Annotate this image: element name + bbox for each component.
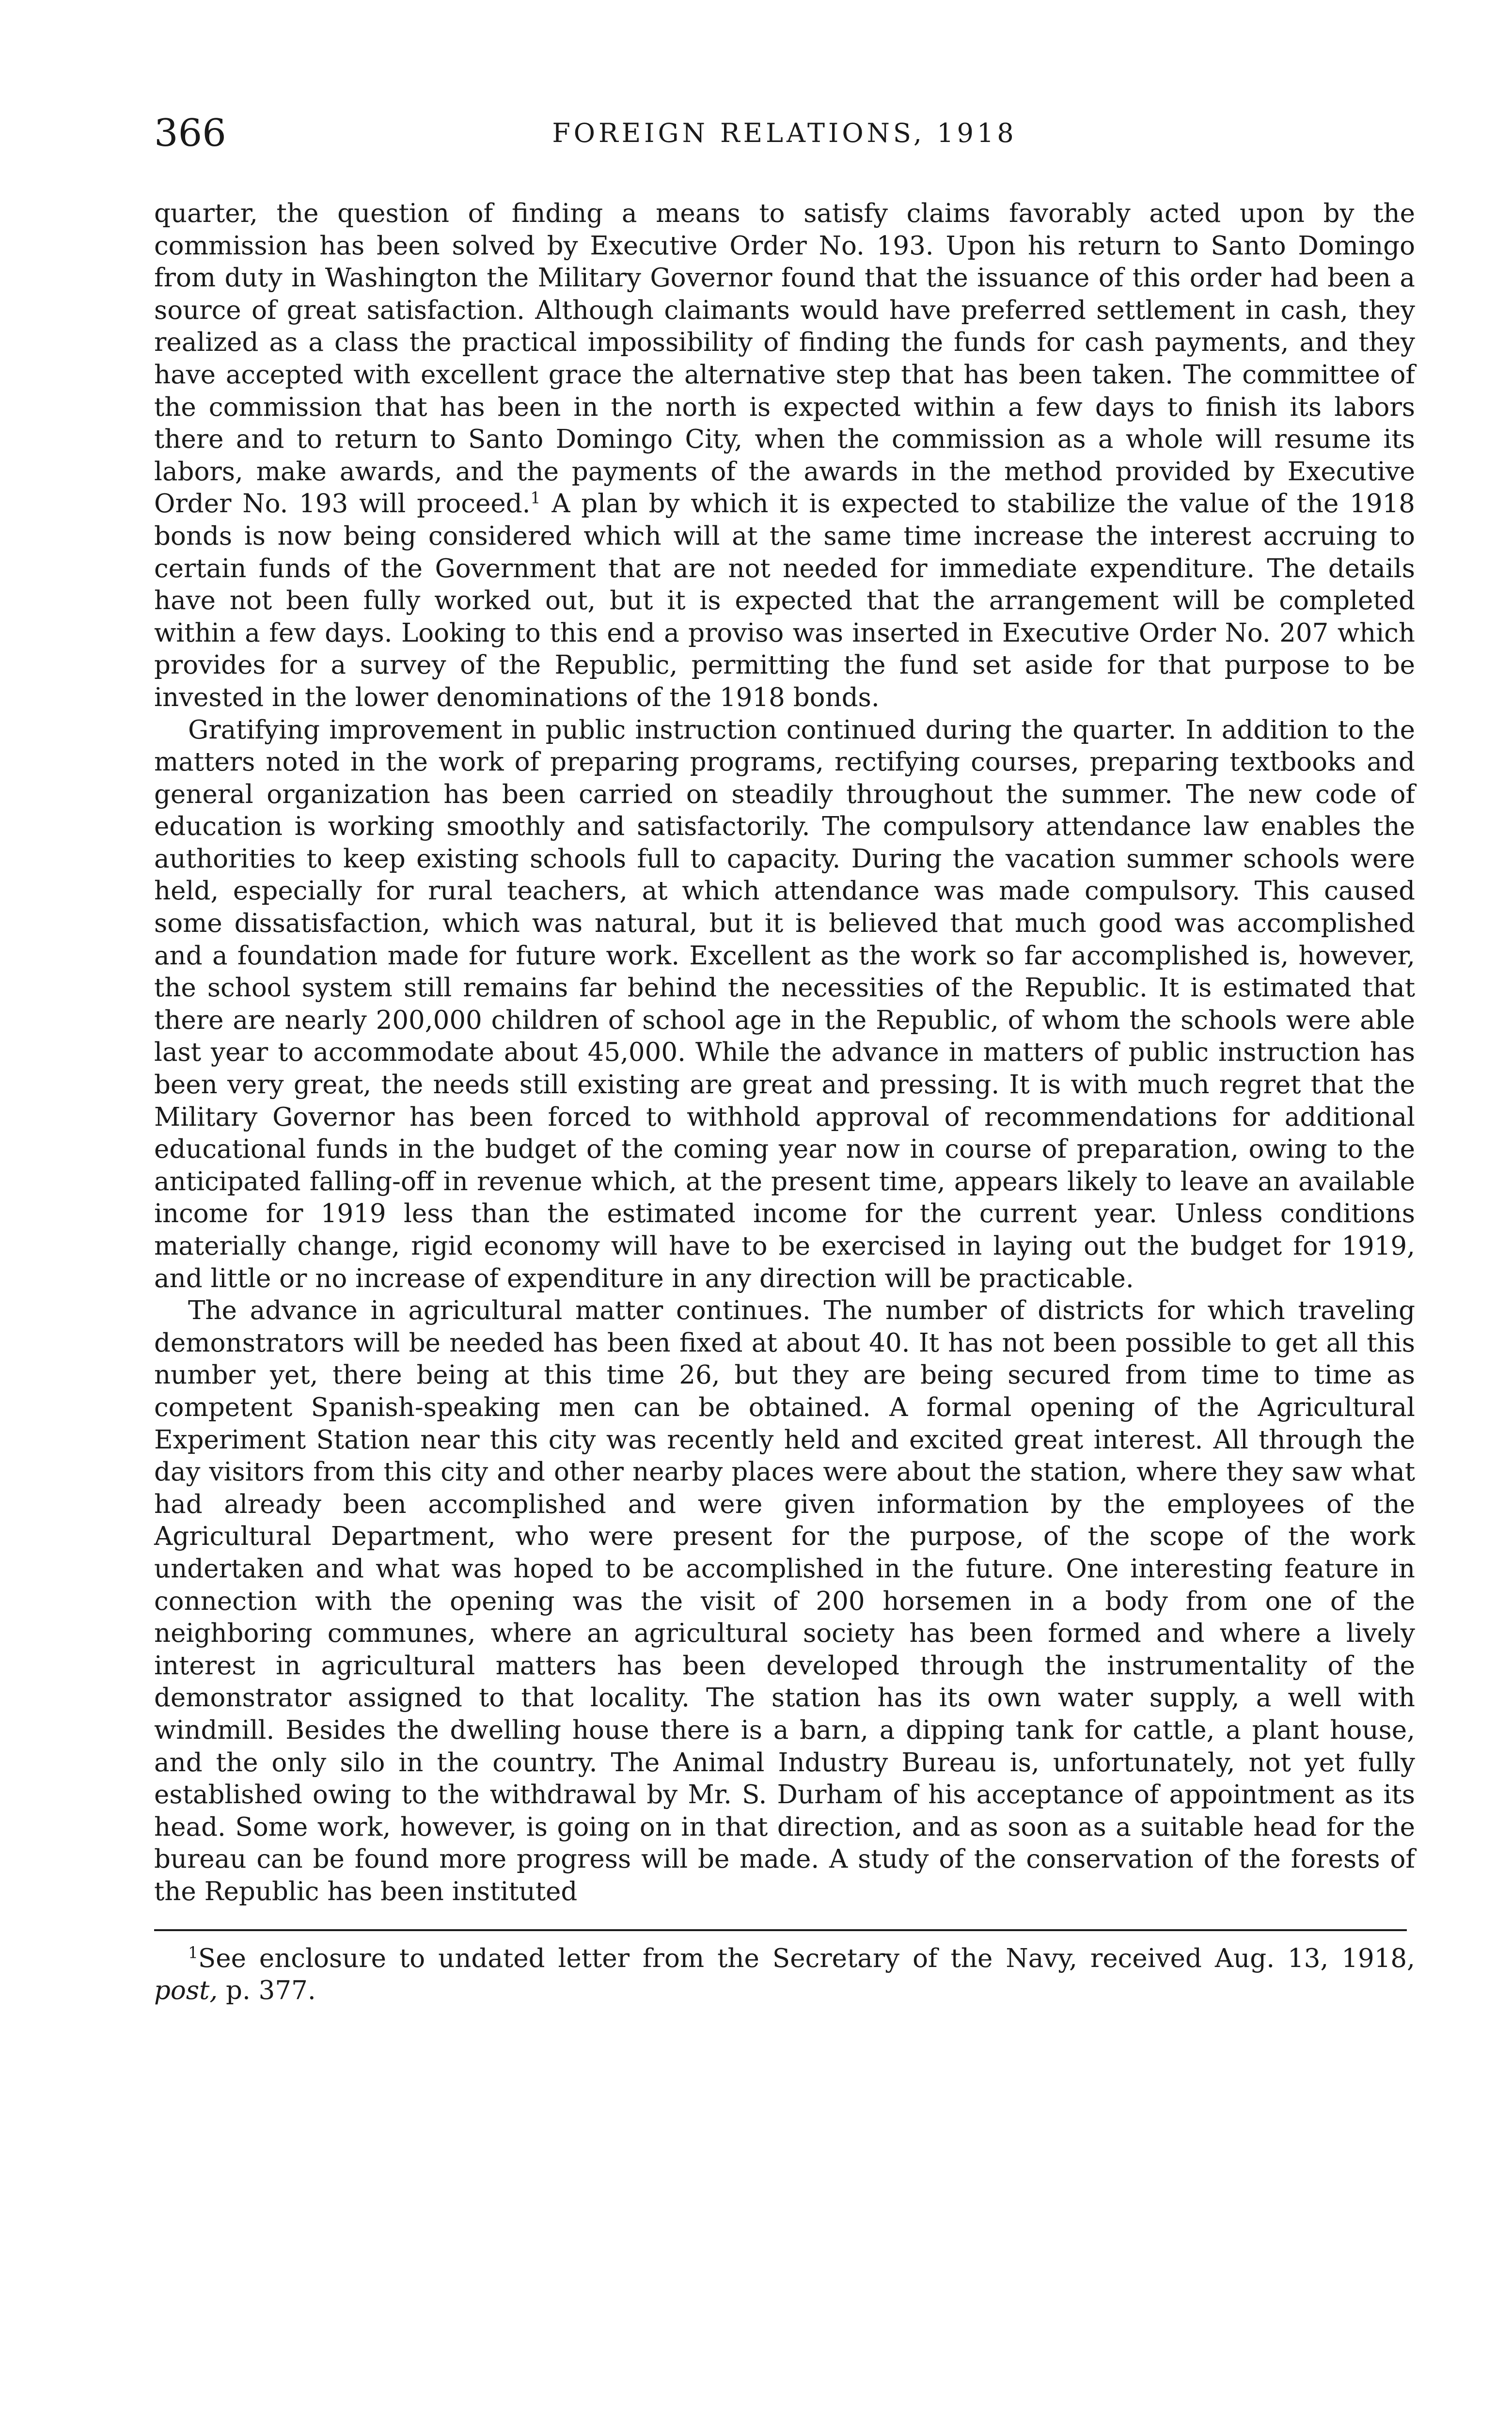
footnote-divider (154, 1929, 1407, 1931)
page-header (154, 107, 1415, 160)
footnote-text: See enclosure to undated letter from the Secretary of the Navy, received Aug. 13, 1918, (198, 1944, 1415, 1974)
paragraph-claims (154, 198, 1415, 714)
paragraph-text: quarter, the question of finding a means to satisfy claims favorably acted upon by the commission has been solved by Executive Order No. 193. Upon his return to Santo Domingo from duty in Washington the Military Governor found that the issuance of this order had been a source of great satisfaction. Although claimants would have preferred settlement in cash, they realized as a class the practical impossibility of finding the funds for cash payments, and they have accepted with excellent grace the alternative step that has been taken. The committee of the commission that has been in the north is expected within a few days to finish its labors there and to return to Santo Domingo City, when the commission as a whole will resume its labors, make awards, and the payments of the awards in the method provided by Executive Order No. 193 will proceed. (154, 199, 1415, 519)
footnote-marker: 1 (188, 1943, 198, 1962)
document-page (154, 107, 1415, 2007)
paragraph-public-instruction: Gratifying improvement in public instruction continued during the quarter. In addition to the matters noted in the work of preparing programs, rectifying courses, preparing textbooks and general organization has been carried on steadily throughout the summer. The new code of education is working smoothly and satisfactorily. The compulsory attendance law enables the authorities to keep existing schools full to capacity. During the vacation summer schools were held, especially for rural teachers, at which attendance was made compulsory. This caused some dissatisfaction, which was natural, but it is believed that much good was accomplished and a foundation made for future work. Excellent as the work so far accomplished is, however, the school system still remains far behind the necessities of the Republic. It is estimated that there are nearly 200,000 children of school age in the Republic, of whom the schools were able last year to accommodate about 45,000. While the advance in matters of public instruction has been very great, the needs still existing are great and pressing. It is with much regret that the Military Governor has been forced to withhold approval of recommendations for additional educational funds in the budget of the coming year now in course of preparation, owing to the anticipated falling-off in revenue which, at the present time, appears likely to leave an available income for 1919 less than the estimated income for the current year. Unless conditions materially change, rigid economy will have to be exercised in laying out the budget for 1919, and little or no increase of expenditure in any direction will be practicable. (154, 715, 1415, 1293)
paragraph-agriculture: The advance in agricultural matter continues. The number of districts for which traveling demonstrators will be needed has been fixed at about 40. It has not been possible to get all this number yet, there being at this time 26, but they are being secured from time to time as competent Spanish-speaking men can be obtained. A formal opening of the Agricultural Experiment Station near this city was recently held and excited great interest. All through the day visitors from this city and other nearby places were about the station, where they saw what had already been accomplished and were given information by the employees of the Agricultural Department, who were present for the purpose, of the scope of the work undertaken and what was hoped to be accomplished in the future. One interesting feature in connection with the opening was the visit of 200 horsemen in a body from one of the neighboring communes, where an agricultural society has been formed and where a lively interest in agricultural matters has been developed through the instrumentality of the demonstrator assigned to that locality. The station has its own water supply, a well with windmill. Besides the dwelling house there is a barn, a dipping tank for cattle, a plant house, and the only silo in the country. The Animal Industry Bureau is, unfortunately, not yet fully established owing to the withdrawal by Mr. S. Durham of his acceptance of appointment as its head. Some work, however, is going on in that direction, and as soon as a suitable head for the bureau can be found more progress will be made. A study of the conservation of the forests of the Republic has been instituted (154, 1296, 1415, 1906)
footnote-reference[interactable]: 1 (530, 488, 541, 507)
page-number: 366 (154, 111, 226, 155)
footnote-italic-text: post, (154, 1976, 218, 2006)
footnote-page-ref: p. 377. (218, 1976, 316, 2006)
footnote (154, 1943, 1415, 2007)
paragraph-text-continued: A plan by which it is expected to stabilize the value of the 1918 bonds is now being considered which will at the same time increase the interest accruing to certain funds of the Government that are not needed for immediate expenditure. The details have not been fully worked out, but it is expected that the arrangement will be completed within a few days. Looking to this end a proviso was inserted in Executive Order No. 207 which provides for a survey of the Republic, permitting the fund set aside for that purpose to be invested in the lower denominations of the 1918 bonds. (154, 489, 1415, 712)
running-title: FOREIGN RELATIONS, 1918 (552, 118, 1017, 148)
body-text (154, 198, 1415, 1908)
